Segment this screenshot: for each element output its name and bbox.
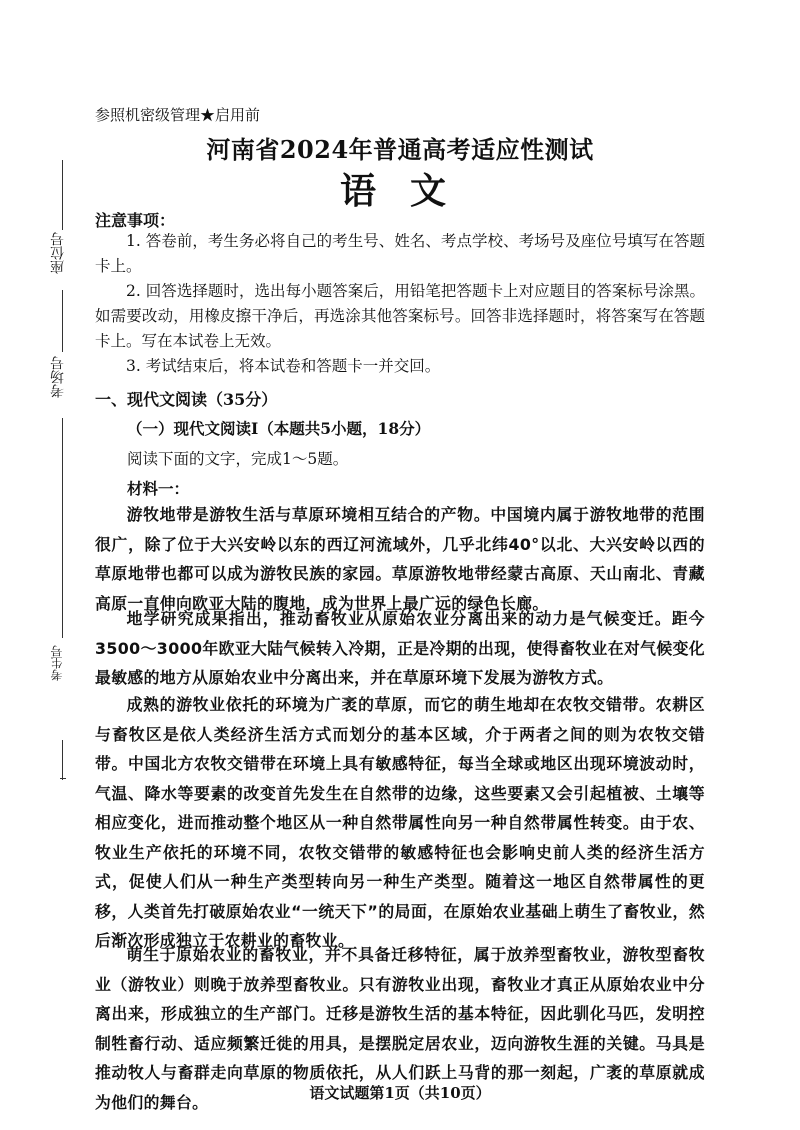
material-label: 材料一： [127, 479, 190, 498]
reading-instruction: 阅读下面的文字，完成1～5题。 [127, 450, 349, 468]
note-item-3: 3. 考试结束后，将本试卷和答题卡一并交回。 [126, 357, 441, 375]
exam-room-label: 考场号 [50, 356, 66, 398]
subject-title: 语文 [339, 170, 480, 212]
section-heading: 一、现代文阅读（35分） [95, 390, 278, 409]
margin-tick [60, 778, 66, 779]
seat-number-label: 座位号 [50, 232, 66, 274]
classified-notice: 参照机密级管理★启用前 [95, 106, 261, 124]
margin-line-mid2 [62, 418, 63, 638]
paragraph-3: 成熟的游牧业依托的环境为广袤的草原，而它的萌生地却在农牧交错带。农耕区与畜牧区是依人类经济生活方式而划分的基本区域，介于两者之间的则为农牧交错带。中国北方农牧交错带在环境上具有敏感特征，每当全球或地区出现环境波动时，气温、降水等要素的改变首先发生在自然带的边缘，这些要素又会引起植被、土壤等相应变化，进而推动整个地区从一种自然带属性向另一种自然带属性转变。由于农、牧业生产依托的环境不同，农牧交错带的敏感特征也会影响史前人类的经济生活方式，促使人们从一种生产类型转向另一种生产类型。随着这一地区自然带属性的更移，人类首先打破原始农业“一统天下”的局面，在原始农业基础上萌生了畜牧业，然后渐次形成独立于农耕业的畜牧业。 [95, 695, 705, 950]
paragraph-4: 萌生于原始农业的畜牧业，并不具备迁移特征，属于放养型畜牧业，游牧型畜牧业（游牧业）则晚于放养型畜牧业。只有游牧业出现，畜牧业才真正从原始农业中分离出来，形成独立的生产部门。迁移是游牧生活的基本特征，因此驯化马匹，发明控制牲畜行动、适应频繁迁徙的用具，是摆脱定居农业，迈向游牧生涯的关键。马具是推动牧人与畜群走向草原的物质依托，从人们跃上马背的那一刻起，广袤的草原就成为他们的舞台。 [95, 945, 705, 1112]
note-item-1: 1. 答卷前，考生务必将自己的考生号、姓名、考点学校、考场号及座位号填写在答题卡上。 [95, 232, 705, 275]
page-footer: 语文试题第1页（共10页） [309, 1084, 491, 1102]
sub-section-heading: （一）现代文阅读Ⅰ（本题共5小题，18分） [127, 419, 431, 438]
exam-number-label: 考生号 [50, 645, 64, 681]
notes-heading: 注意事项： [95, 211, 176, 230]
paragraph-2: 地学研究成果指出，推动畜牧业从原始农业分离出来的动力是气候变迁。距今3500～3000年欧亚大陆气候转入冷期，正是冷期的出现，使得畜牧业在对气候变化最敏感的地方从原始农业中分离出来，并在草原环境下发展为游牧方式。 [95, 609, 705, 687]
paragraph-1: 游牧地带是游牧生活与草原环境相互结合的产物。中国境内属于游牧地带的范围很广，除了位于大兴安岭以东的西辽河流域外，几乎北纬40°以北、大兴安岭以西的草原地带也都可以成为游牧民族的家园。草原游牧地带经蒙古高原、天山南北、青藏高原一直伸向欧亚大陆的腹地，成为世界上最广远的绿色长廊。 [95, 505, 705, 613]
exam-title: 河南省2024年普通高考适应性测试 [206, 135, 594, 164]
margin-line-bottom [62, 740, 63, 780]
margin-line-mid1 [62, 290, 63, 352]
note-item-2: 2. 回答选择题时，选出每小题答案后，用铅笔把答题卡上对应题目的答案标号涂黑。如需要改动，用橡皮擦干净后，再选涂其他答案标号。回答非选择题时，将答案写在答题卡上。写在本试卷上无效。 [95, 282, 705, 350]
